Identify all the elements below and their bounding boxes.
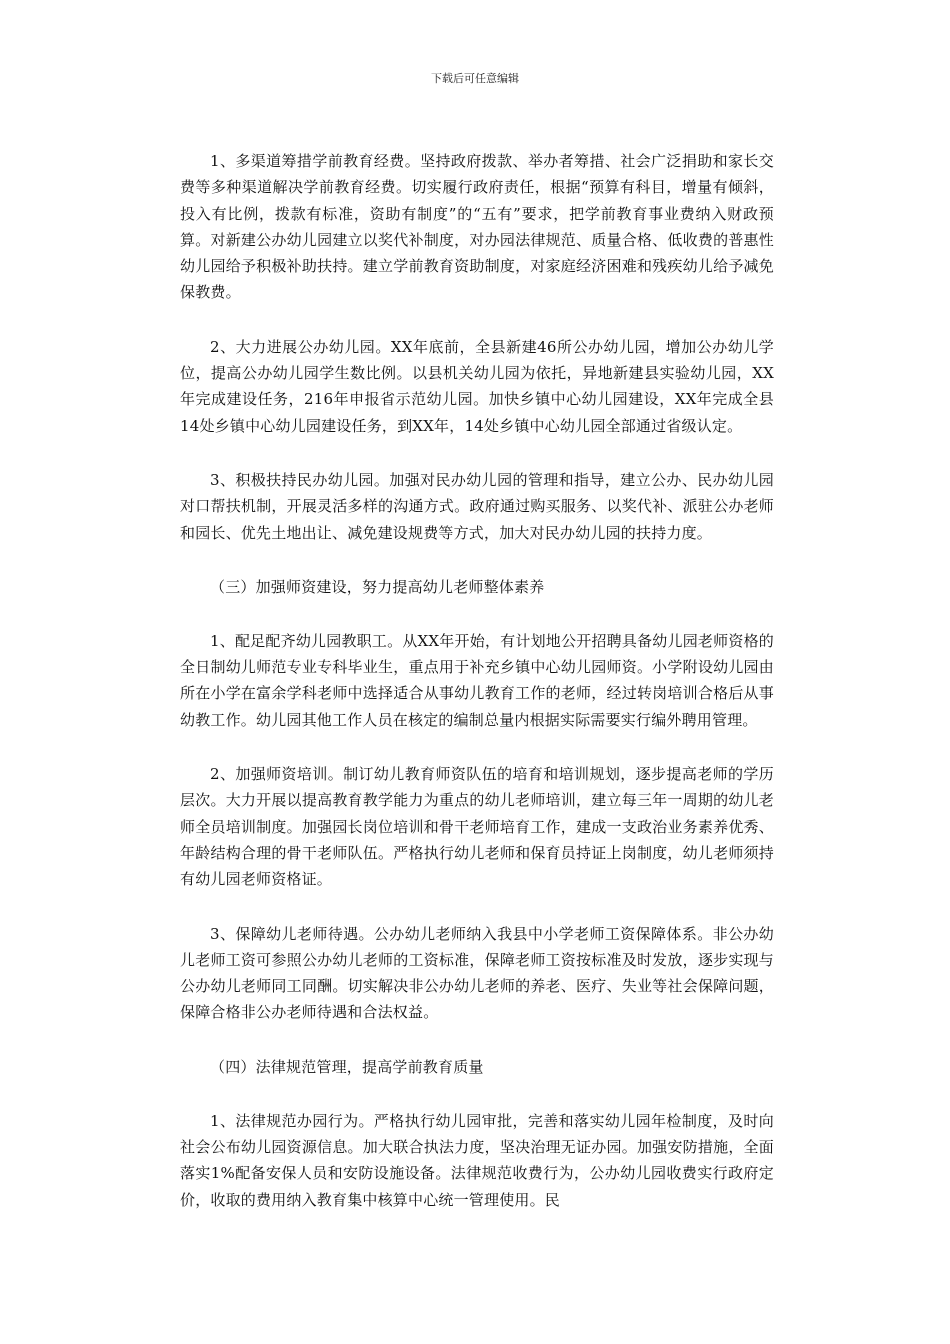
paragraph-private-kindergartens: 3、积极扶持民办幼儿园。加强对民办幼儿园的管理和指导，建立公办、民办幼儿园对口帮扶机制，开展灵活多样的沟通方式。政府通过购买服务、以奖代补、派驻公办老师和园长、优先土地出让、减免建设规费等方式，加大对民办幼儿园的扶持力度。 <box>180 470 774 542</box>
paragraph-public-kindergartens: 2、大力进展公办幼儿园。XX年底前，全县新建46所公办幼儿园，增加公办幼儿学位，提高公办幼儿园学生数比例。以县机关幼儿园为依托，异地新建县实验幼儿园，XX年完成建设任务，216年申报省示范幼儿园。加快乡镇中心幼儿园建设，XX年完成全县14处乡镇中心幼儿园建设任务，到XX年，14处乡镇中心幼儿园全部通过省级认定。 <box>180 337 774 435</box>
section-heading-management: （四）法律规范管理，提高学前教育质量 <box>210 1057 484 1076</box>
document-body <box>180 148 774 1235</box>
paragraph-regulation: 1、法律规范办园行为。严格执行幼儿园审批，完善和落实幼儿园年检制度，及时向社会公布幼儿园资源信息。加大联合执法力度，坚决治理无证办园。加强安防措施，全面落实1%配备安保人员和安防设施设备。法律规范收费行为，公办幼儿园收费实行政府定价，收取的费用纳入教育集中核算中心统一管理使用。民 <box>180 1111 774 1209</box>
paragraph-teacher-pay: 3、保障幼儿老师待遇。公办幼儿老师纳入我县中小学老师工资保障体系。非公办幼儿老师工资可参照公办幼儿老师的工资标准，保障老师工资按标准及时发放，逐步实现与公办幼儿老师同工同酬。切实解决非公办幼儿老师的养老、医疗、失业等社会保障问题，保障合格非公办老师待遇和合法权益。 <box>180 924 774 1022</box>
paragraph-staffing: 1、配足配齐幼儿园教职工。从XX年开始，有计划地公开招聘具备幼儿园老师资格的全日制幼儿师范专业专科毕业生，重点用于补充乡镇中心幼儿园师资。小学附设幼儿园由所在小学在富余学科老师中选择适合从事幼儿教育工作的老师，经过转岗培训合格后从事幼教工作。幼儿园其他工作人员在核定的编制总量内根据实际需要实行编外聘用管理。 <box>180 631 774 729</box>
paragraph-funding: 1、多渠道筹措学前教育经费。坚持政府拨款、举办者筹措、社会广泛捐助和家长交费等多种渠道解决学前教育经费。切实履行政府责任，根据“预算有科目，增量有倾斜，投入有比例，拨款有标准，资助有制度”的“五有”要求，把学前教育事业费纳入财政预算。对新建公办幼儿园建立以奖代补制度，对办园法律规范、质量合格、低收费的普惠性幼儿园给予积极补助扶持。建立学前教育资助制度，对家庭经济困难和残疾幼儿给予减免保教费。 <box>180 152 774 302</box>
section-heading-teachers: （三）加强师资建设，努力提高幼儿老师整体素养 <box>210 577 545 596</box>
paragraph-teacher-training: 2、加强师资培训。制订幼儿教育师资队伍的培育和培训规划，逐步提高老师的学历层次。大力开展以提高教育教学能力为重点的幼儿老师培训，建立每三年一周期的幼儿老师全员培训制度。加强园长岗位培训和骨干老师培育工作，建成一支政治业务素养优秀、年龄结构合理的骨干老师队伍。严格执行幼儿老师和保育员持证上岗制度，幼儿老师须持有幼儿园老师资格证。 <box>180 765 774 889</box>
header-note: 下载后可任意编辑 <box>431 72 519 85</box>
